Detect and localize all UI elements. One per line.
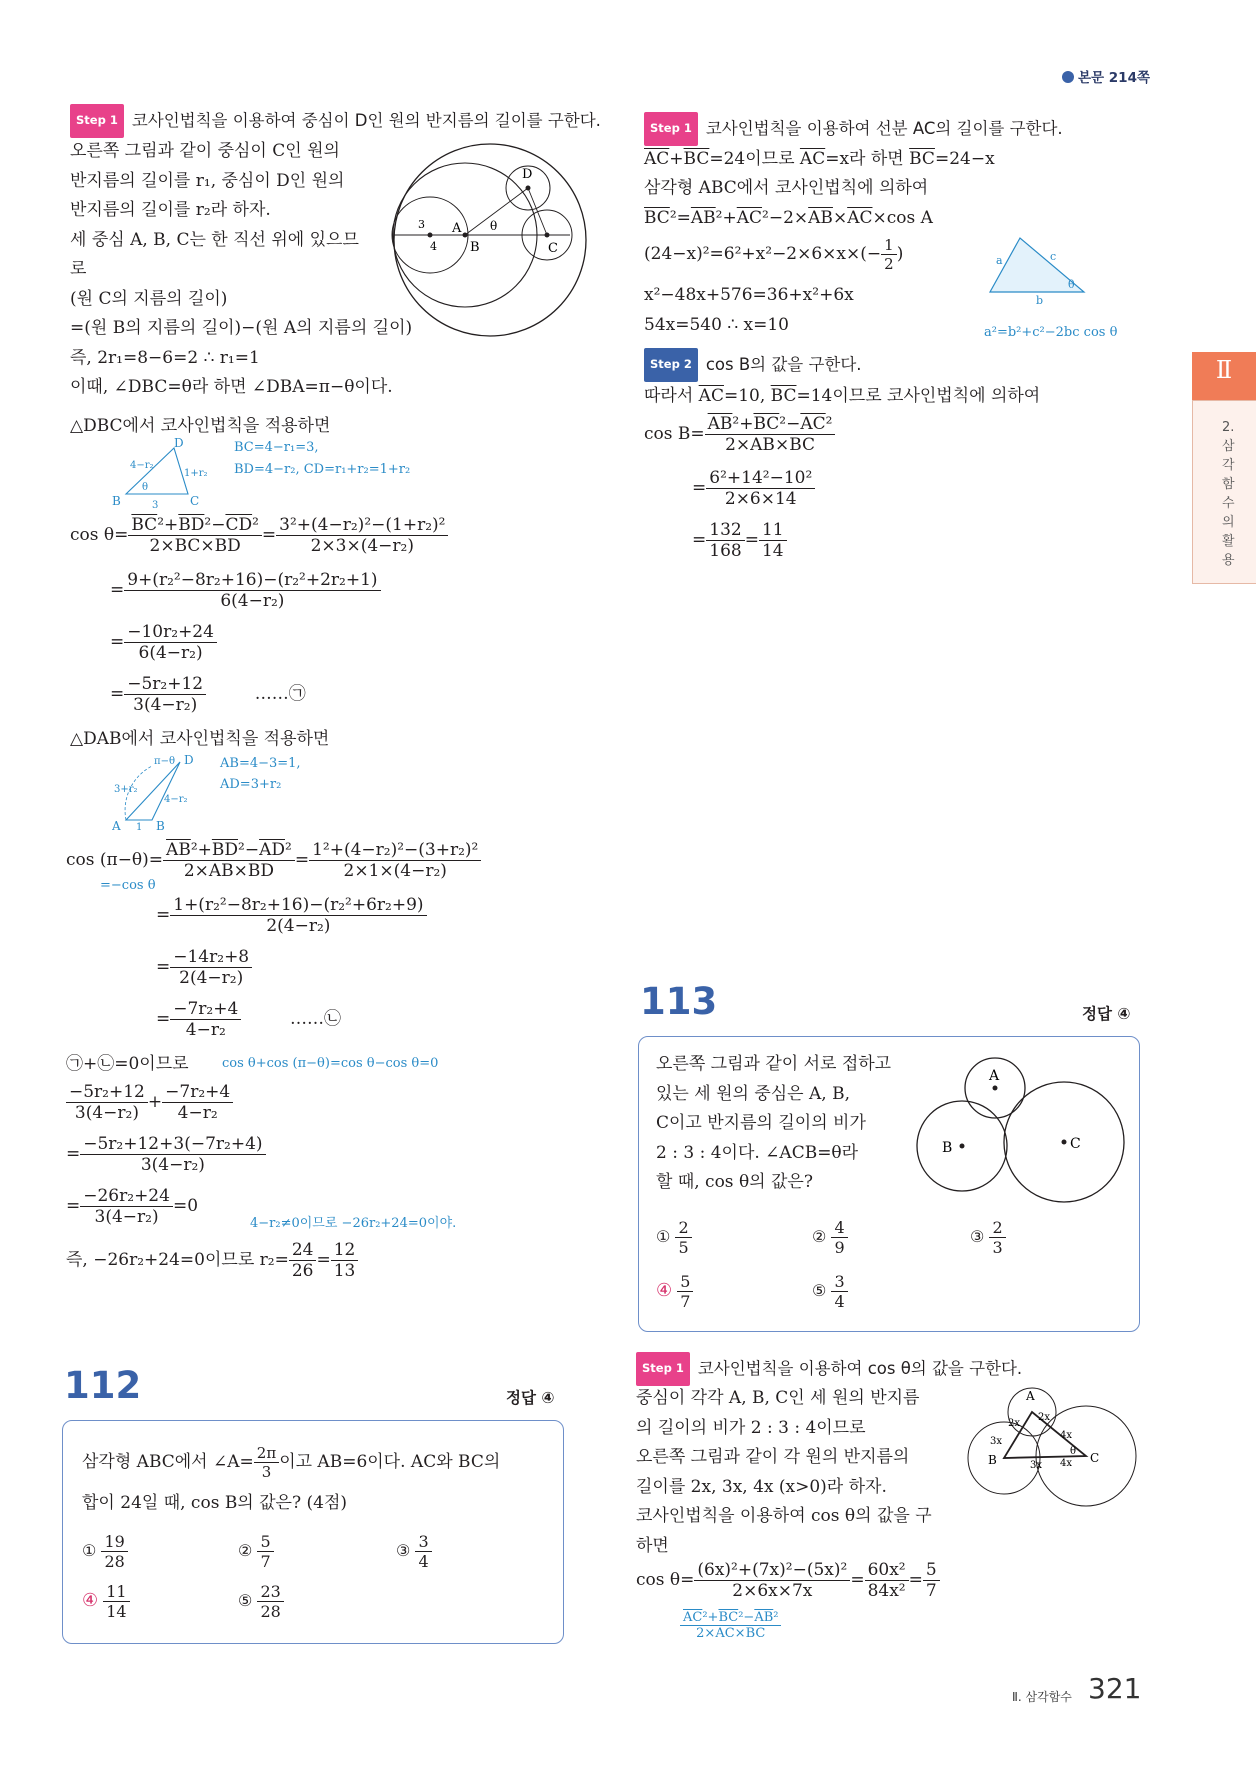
problem-112-question2: 합이 24일 때, cos B의 값은? (4점) [82,1493,348,1513]
svg-text:C: C [1090,1451,1100,1465]
svg-text:B: B [988,1453,997,1467]
svg-text:1: 1 [136,822,143,832]
checkmark-icon: ④ [82,1590,99,1611]
svg-text:2x: 2x [1038,1412,1051,1423]
svg-text:θ: θ [142,482,149,493]
footer-chapter: Ⅱ. 삼각함수 [1012,1690,1072,1704]
problem-113-answer: 정답 ④ [1082,1005,1131,1023]
dbc-note2: BD=4−r₂, CD=r₁+r₂=1+r₂ [234,462,411,477]
page-number: 321 [1088,1672,1142,1705]
svg-text:4−r₂: 4−r₂ [130,460,154,471]
svg-text:2x: 2x [1008,1418,1021,1429]
p113-step1-heading: Step 1 코사인법칙을 이용하여 cos θ의 값을 구한다. [636,1352,1022,1386]
svg-text:1+r₂: 1+r₂ [184,468,208,479]
svg-text:C: C [1070,1136,1081,1152]
svg-text:a: a [996,254,1003,267]
right-line7: 따라서 $\overline{AC}=10$, $\overline{BC}=14$이므로 코사인법칙에 의하여 [644,386,1041,406]
nested-circles-figure [390,140,590,340]
svg-text:π−θ: π−θ [154,756,175,767]
p113-choice-2[interactable]: ② $\frac{4}{9}$ [812,1218,848,1257]
side-tab [1192,352,1256,582]
right-line1: $\overline{AC}+\overline{BC}=24$이므로 $\overline{AC}=x$라 하면 $\overline{BC}=24-x$ [644,149,995,169]
cos-b-eq1: cos B= $\frac{\overline{AB}^2+\overline{BC}^2-\overline{AC}^2}{2\times\overline{AB}\times\overline{BC}}$ [644,414,835,455]
cos-theta-eq1: cos θ= $\frac{\overline{BC}^2+\overline{BD}^2-\overline{CD}^2}{2\times\overline{BC}\times\overline{BD}}$ = $\frac{\text{3²+(4−r₂)²−(1+r₂)²}}{\text{2×3×(4−r₂)}}$ [70,515,448,556]
svg-text:D: D [522,167,533,182]
cos-pi-theta-eq2: = $\frac{\text{1+(r₂²−8r₂+16)−(r₂²+6r₂+9)}}{\text{2(4−r₂)}}$ [156,895,427,936]
problem-112-question1: 삼각형 ABC에서 ∠A= $\frac{2\pi}{3}$ 이고 AB=6이다. AC와 BC의 [82,1444,501,1481]
right-line6: 54x=540 ∴ x=10 [644,315,789,335]
left-intro: 오른쪽 그림과 같이 중심이 C인 원의 반지름의 길이를 r₁, 중심이 D인 원의 반지름의 길이를 r₂라 하자. 세 중심 A, B, C는 한 직선 위에 있으므 로 (원 C의 지름의 길이) =(원 B의 지름의 길이)−(원 A의 지름의 길이) 즉, 2r₁=8−6=2 ∴ r₁=1 이때, ∠DBC=θ라 하면 ∠DBA=π−θ이다. [70,141,413,397]
cos-pi-theta-eq1: cos (π−θ)= $\frac{\overline{AB}^2+\overline{BD}^2-\overline{AD}^2}{2\times\overline{AB}\times\overline{BD}}$ = $\frac{\text{1²+(4−r₂)²−(3+r₂)²}}{\text{2×1×(4−r₂)}}$ [66,840,481,881]
dbc-note1: BC=4−r₁=3, [234,440,319,455]
svg-text:θ: θ [490,219,498,233]
final-r2: 즉, −26r₂+24=0이므로 r₂= $\frac{24}{26}$ = $\frac{12}{13}$ [66,1240,358,1281]
cos-b-eq3: = $\frac{132}{168}$ = $\frac{11}{14}$ [692,520,787,561]
solution-circles-figure [960,1386,1140,1510]
svg-text:4: 4 [430,240,437,253]
right-step1-heading: Step 1 코사인법칙을 이용하여 선분 AC의 길이를 구한다. [644,112,1063,146]
svg-text:c: c [1050,250,1057,263]
p112-choice-1[interactable]: ① $\frac{19}{28}$ [82,1532,128,1571]
sum-note: cos θ+cos (π−θ)=cos θ−cos θ=0 [222,1056,439,1071]
dab-note2: AD=3+r₂ [220,777,282,792]
svg-text:3: 3 [418,218,425,231]
svg-text:θ: θ [1070,1446,1077,1457]
svg-text:4x: 4x [1060,1430,1073,1441]
svg-text:4x: 4x [1060,1458,1073,1469]
right-line4: (24−x)²=6²+x²−2×6×x×(− $\frac{1}{2}$ ) [644,236,904,273]
svg-text:B: B [156,819,165,832]
cos-note: =−cos θ [100,878,156,893]
svg-text:B: B [470,240,480,255]
p113-cos-note: $\frac{\overline{AC}^2+\overline{BC}^2-\overline{AB}^2}{2\times\overline{AC}\times\overline{BC}}$ [680,1610,781,1641]
svg-text:3x: 3x [1030,1460,1043,1471]
svg-text:4−r₂: 4−r₂ [164,794,188,805]
page-reference: 본문 214쪽 [1062,66,1150,86]
p112-choice-5[interactable]: ⑤ $\frac{23}{28}$ [238,1582,284,1621]
triangle-dbc-figure [112,438,222,510]
svg-text:B: B [112,494,121,508]
dab-note1: AB=4−3=1, [220,756,301,771]
cos-pi-theta-eq4: = $\frac{\text{−7r₂+4}}{\text{4−r₂}}$ ……㉡ [156,999,341,1040]
side-tab-label: 2. 삼각함수의 활용 [1222,420,1235,568]
cos-b-eq2: = $\frac{\text{6²+14²−10²}}{2\times 6\times 14}$ [692,468,815,509]
checkmark-icon: ④ [656,1280,673,1301]
problem-112-number: 112 [64,1364,142,1407]
sum-line: ㉠+㉡=0이므로 [66,1054,189,1074]
p113-choice-4[interactable]: ④ $\frac{5}{7}$ [656,1272,693,1311]
svg-text:A: A [452,221,462,236]
svg-text:D: D [174,438,184,450]
svg-text:C: C [548,241,558,256]
sum-eq1: $\frac{\text{−5r₂+12}}{\text{3(4−r₂)}}$ + $\frac{\text{−7r₂+4}}{\text{4−r₂}}$ [66,1082,233,1123]
svg-text:3+r₂: 3+r₂ [114,784,138,795]
p113-choice-5[interactable]: ⑤ $\frac{3}{4}$ [812,1272,848,1311]
p112-choice-3[interactable]: ③ $\frac{3}{4}$ [396,1532,432,1571]
nonzero-note: 4−r₂≠0이므로 −26r₂+24=0이야. [250,1216,457,1231]
problem-113-question: 오른쪽 그림과 같이 서로 접하고 있는 세 원의 중심은 A, B, C이고 반지름의 길이의 비가 2 : 3 : 4이다. ∠ACB=θ라 할 때, cos θ의 값은? [656,1054,892,1192]
p113-cos-eq: cos θ= $\frac{\text{(6x)²+(7x)²−(5x)²}}{2\times 6x\times 7x}$ = $\frac{\text{60x²}}{\text{84x²}}$ = $\frac{5}{7}$ [636,1560,940,1601]
svg-text:θ: θ [1068,278,1075,291]
svg-text:b: b [1036,294,1044,304]
svg-text:C: C [190,494,200,508]
law-of-cosines-note: a²=b²+c²−2bc cos θ [984,325,1118,340]
sum-eq3: = $\frac{\text{−26r₂+24}}{\text{3(4−r₂)}}$ =0 [66,1186,199,1227]
law-of-cosines-triangle [984,232,1094,304]
cos-theta-eq3: = $\frac{\text{−10r₂+24}}{\text{6(4−r₂)}}$ [110,622,217,663]
side-tab-roman: Ⅱ [1215,356,1233,384]
p112-choice-2[interactable]: ② $\frac{5}{7}$ [238,1532,274,1571]
dbc-title: △DBC에서 코사인법칙을 적용하면 [70,416,331,436]
svg-text:B: B [942,1140,953,1156]
svg-text:A: A [989,1068,1000,1084]
cos-theta-eq4: = $\frac{\text{−5r₂+12}}{\text{3(4−r₂)}}$ ……㉠ [110,674,306,715]
p113-solution: 중심이 각각 A, B, C인 세 원의 반지름 의 길이의 비가 2 : 3 : 4이므로 오른쪽 그림과 같이 각 원의 반지름의 길이를 2x, 3x, 4x (x>0)라 하자. 코사인법칙을 이용하여 cos θ의 값을 구 하면 [636,1388,932,1556]
dab-title: △DAB에서 코사인법칙을 적용하면 [70,729,330,749]
triangle-dab-figure [112,752,222,832]
p113-choice-3[interactable]: ③ $\frac{2}{3}$ [970,1218,1006,1257]
p113-choice-1[interactable]: ① $\frac{2}{5}$ [656,1218,692,1257]
svg-text:A: A [1026,1389,1035,1403]
circle-arrow-icon [1062,71,1074,83]
svg-text:3: 3 [152,500,159,510]
cos-pi-theta-eq3: = $\frac{\text{−14r₂+8}}{\text{2(4−r₂)}}$ [156,947,252,988]
right-line2: 삼각형 ABC에서 코사인법칙에 의하여 [644,178,929,198]
right-line3: $\overline{BC}^2=\overline{AB}^2+\overline{AC}^2-2\times\overline{AB}\times\overline{AC}\times\cos$ A [644,208,933,228]
cos-theta-eq2: = $\frac{\text{9+(r₂²−8r₂+16)−(r₂²+2r₂+1)}}{\text{6(4−r₂)}}$ [110,570,381,611]
right-line5: x²−48x+576=36+x²+6x [644,285,854,305]
right-step2-heading: Step 2 cos B의 값을 구한다. [644,348,862,382]
problem-113-number: 113 [640,980,718,1023]
svg-text:A: A [112,819,121,832]
p112-choice-4[interactable]: ④ $\frac{11}{14}$ [82,1582,130,1621]
problem-112-answer: 정답 ④ [506,1389,555,1407]
sum-eq2: = $\frac{\text{−5r₂+12+3(−7r₂+4)}}{\text{3(4−r₂)}}$ [66,1134,266,1175]
left-step1-heading: Step 1 코사인법칙을 이용하여 중심이 D인 원의 반지름의 길이를 구한다. [70,104,601,138]
three-tangent-circles-figure [912,1056,1128,1208]
svg-text:3x: 3x [990,1436,1003,1447]
svg-text:D: D [184,753,194,767]
